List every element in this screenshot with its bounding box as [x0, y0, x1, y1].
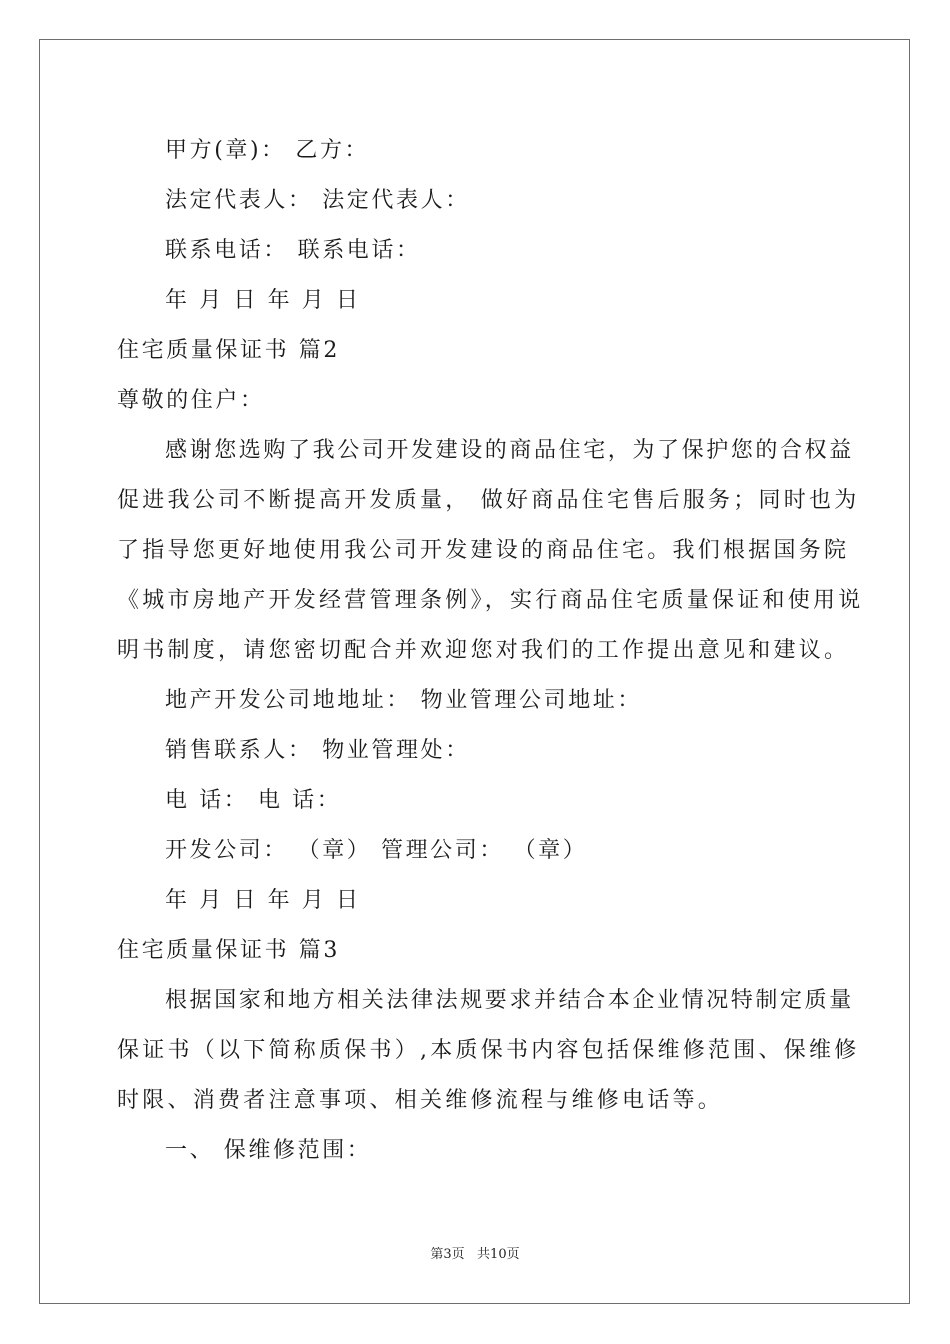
paragraph-line: 根据国家和地方相关法律法规要求并结合本企业情况特制定质量	[165, 988, 854, 1013]
paragraph-line: 了指导您更好地使用我公司开发建设的商品住宅。我们根据国务院	[117, 538, 850, 563]
date-line: 年 月 日 年 月 日	[165, 288, 361, 313]
paragraph-line: 《城市房地产开发经营管理条例》，实行商品住宅质量保证和使用说	[117, 588, 864, 613]
contact-phone-line: 联系电话： 联系电话：	[165, 238, 421, 263]
paragraph-line: 感谢您选购了我公司开发建设的商品住宅，为了保护您的合权益	[165, 438, 854, 463]
paragraph-line: 促进我公司不断提高开发质量， 做好商品住宅售后服务；同时也为	[117, 488, 860, 513]
salutation: 尊敬的住户：	[117, 388, 265, 413]
paragraph-line: 时限、消费者注意事项、相关维修流程与维修电话等。	[117, 1088, 724, 1113]
section-heading: 住宅质量保证书 篇3	[117, 938, 340, 963]
page-number: 第3页 共10页	[430, 1247, 520, 1262]
company-seal-line: 开发公司： （章） 管理公司： （章）	[165, 838, 588, 863]
list-item: 一、 保维修范围：	[165, 1138, 372, 1163]
party-signature-line: 甲方(章)： 乙方：	[165, 138, 370, 163]
phone-line: 电 话： 电 话：	[165, 788, 342, 813]
paragraph-line: 保证书（以下简称质保书）,本质保书内容包括保维修范围、保维修	[117, 1038, 860, 1063]
legal-representative-line: 法定代表人： 法定代表人：	[165, 188, 470, 213]
section-heading: 住宅质量保证书 篇2	[117, 338, 340, 363]
contact-line: 销售联系人： 物业管理处：	[165, 738, 470, 763]
paragraph-line: 明书制度，请您密切配合并欢迎您对我们的工作提出意见和建议。	[117, 638, 850, 663]
address-line: 地产开发公司地地址： 物业管理公司地址：	[165, 688, 642, 713]
date-line: 年 月 日 年 月 日	[165, 888, 361, 913]
